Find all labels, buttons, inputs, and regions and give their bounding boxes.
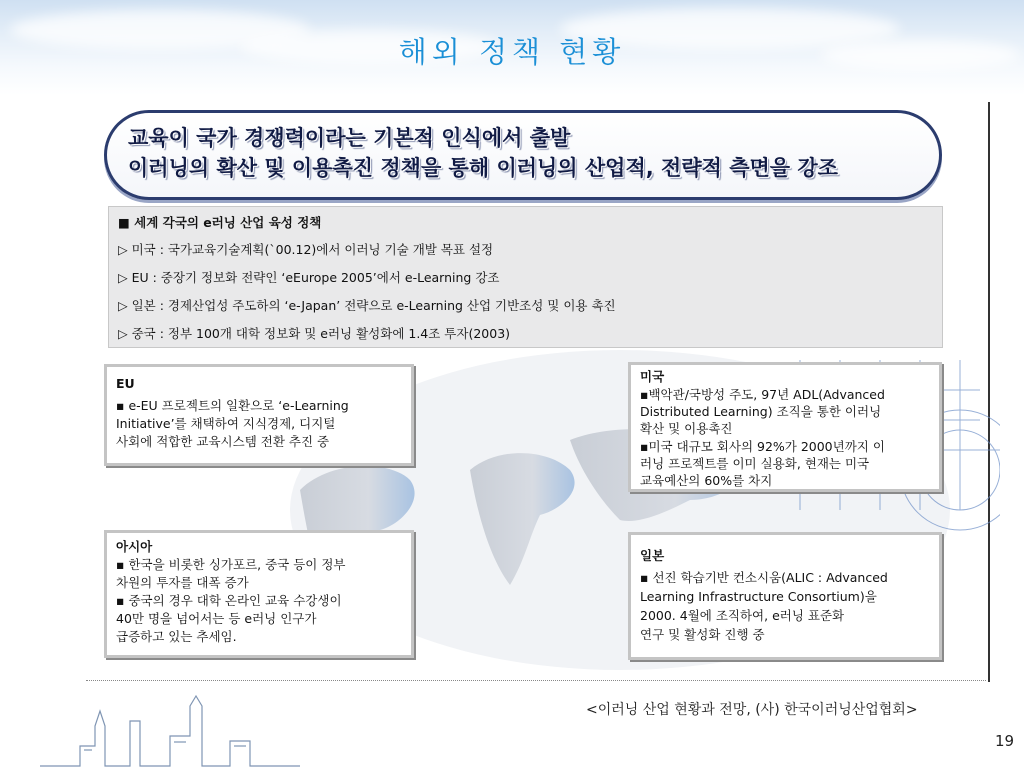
region-line-usa: Distributed Learning) 조직을 통한 이러닝 [640, 404, 882, 419]
policy-header: ■ 세계 각국의 e러닝 산업 육성 정책 [118, 215, 322, 230]
slide-title: 해외 정책 현황 [398, 35, 626, 69]
region-line-usa: 러닝 프로젝트를 이미 실용화, 현재는 미국 [640, 456, 870, 471]
region-title-japan: 일본 [640, 548, 665, 563]
region-line-usa: ▪백악관/국방성 주도, 97년 ADL(Advanced [640, 387, 885, 402]
region-title-usa: 미국 [640, 369, 665, 384]
banner-line-2: 이러닝의 확산 및 이용촉진 정책을 통해 이러닝의 산업적, 전략적 측면을 강조 [128, 156, 838, 180]
page-number: 19 [995, 732, 1015, 750]
region-line-usa: ▪미국 대규모 회사의 92%가 2000년까지 이 [640, 439, 885, 454]
region-title-asia: 아시아 [116, 539, 153, 554]
policy-item-eu: ▷ EU : 중장기 정보화 전략인 ‘eEurope 2005’에서 e-Learning 강조 [118, 270, 500, 285]
policy-item-japan: ▷ 일본 : 경제산업성 주도하의 ‘e-Japan’ 전략으로 e-Learning 산업 기반조성 및 이용 촉진 [118, 298, 616, 313]
region-title-eu: EU [116, 376, 135, 391]
region-line-japan: Learning Infrastructure Consortium)을 [640, 589, 877, 604]
region-line-eu: Initiative’를 채택하여 지식경제, 디지털 [116, 416, 336, 431]
region-line-japan: ▪ 선진 학습기반 컨소시움(ALIC : Advanced [640, 570, 888, 585]
policy-item-china: ▷ 중국 : 정부 100개 대학 정보화 및 e러닝 활성화에 1.4조 투자(2003) [118, 326, 511, 341]
region-line-usa: 확산 및 이용촉진 [640, 421, 733, 436]
footer-divider [86, 680, 986, 681]
region-line-asia: 40만 명을 넘어서는 등 e러닝 인구가 [116, 611, 317, 626]
source-citation: <이러닝 산업 현황과 전망, (사) 한국이러닝산업협회> [586, 702, 918, 718]
region-line-japan: 2000. 4월에 조직하여, e러닝 표준화 [640, 608, 845, 623]
region-line-usa: 교육예산의 60%를 차지 [640, 473, 773, 488]
region-line-asia: 급증하고 있는 추세임. [116, 629, 237, 644]
region-card-eu [104, 364, 414, 466]
region-line-japan: 연구 및 활성화 진행 중 [640, 627, 765, 642]
city-skyline-illustration [40, 686, 300, 768]
region-line-eu: 사회에 적합한 교육시스템 전환 추진 중 [116, 434, 330, 449]
region-line-asia: ▪ 한국을 비롯한 싱가포르, 중국 등이 정부 [116, 557, 346, 572]
region-line-asia: ▪ 중국의 경우 대학 온라인 교육 수강생이 [116, 593, 342, 608]
policy-item-usa: ▷ 미국 : 국가교육기술계획(`00.12)에서 이러닝 기술 개발 목표 설정 [118, 242, 494, 257]
region-line-eu: ▪ e-EU 프로젝트의 일환으로 ‘e-Learning [116, 398, 349, 413]
region-line-asia: 차원의 투자를 대폭 증가 [116, 575, 249, 590]
banner-line-1: 교육이 국가 경쟁력이라는 기본적 인식에서 출발 [128, 126, 571, 150]
